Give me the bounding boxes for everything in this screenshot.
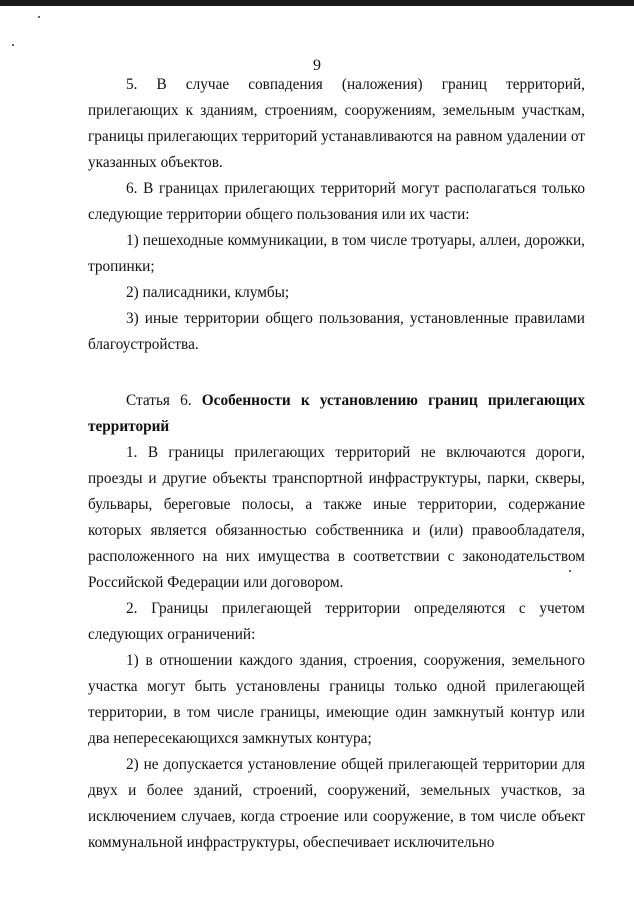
- article-paragraph-2: 2. Границы прилегающей территории определяются с учетом следующих ограничений:: [88, 600, 585, 643]
- page-number: 9: [313, 57, 321, 74]
- article-label: Статья 6.: [126, 392, 192, 409]
- article-heading: [88, 388, 585, 440]
- scan-speck: [12, 44, 14, 46]
- article-title: Особенности к установлению границ прилегающих территорий: [88, 392, 585, 435]
- paragraph-6: 6. В границах прилегающих территорий могут располагаться только следующие территории общего пользования или их части:: [88, 180, 585, 223]
- article-paragraph-1: 1. В границы прилегающих территорий не включаются дороги, проезды и другие объекты транспортной инфраструктуры, парки, скверы, бульвары, береговые полосы, а также иные территории, содержание которых является обязанностью собственника и (или) правообладателя, расположенного на них имущества в соответствии с законодательством Российской Федерации или договором.: [88, 444, 585, 591]
- section-gap: [88, 358, 585, 388]
- list-item-1: 1) пешеходные коммуникации, в том числе тротуары, аллеи, дорожки, тропинки;: [88, 232, 585, 275]
- restriction-item-1: 1) в отношении каждого здания, строения, сооружения, земельного участка могут быть установлены границы только одной прилегающей территории, в том числе границы, имеющие один замкнутый контур или два непересекающихся замкнутых контура;: [88, 652, 585, 747]
- document-body: [88, 72, 585, 856]
- restriction-item-2: 2) не допускается установление общей прилегающей территории для двух и более зданий, строений, сооружений, земельных участков, за исключением случаев, когда строение или сооружение, в том числе объект коммунальной инфраструктуры, обеспечивает исключительно: [88, 756, 585, 851]
- list-item-2: 2) палисадники, клумбы;: [126, 284, 290, 301]
- scan-top-border: [0, 0, 634, 6]
- list-item-3: 3) иные территории общего пользования, установленные правилами благоустройства.: [88, 310, 585, 353]
- scan-speck: [38, 16, 40, 18]
- paragraph-5: 5. В случае совпадения (наложения) границ территорий, прилегающих к зданиям, строениям, сооружениям, земельным участкам, границы прилегающих территорий устанавливаются на равном удалении от указанных объектов.: [88, 76, 585, 171]
